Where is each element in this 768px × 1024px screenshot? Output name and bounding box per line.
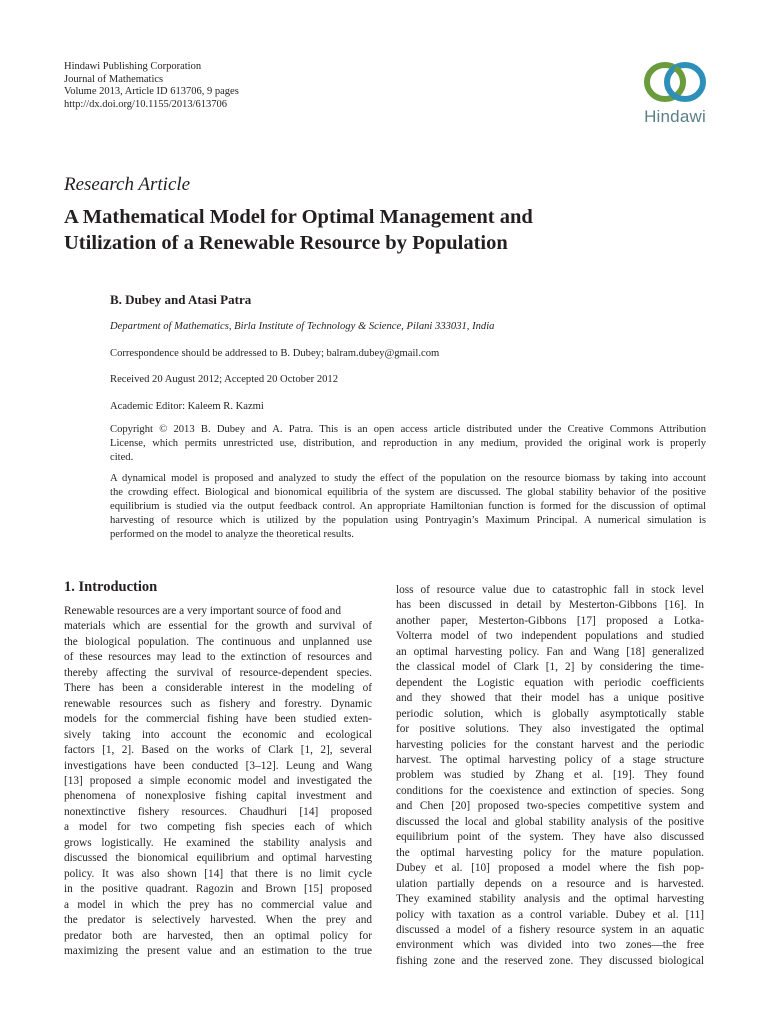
text-line: maximizing the present value and an estimation to the true [64, 944, 372, 957]
right-column-text [396, 583, 704, 969]
text-line: predator both are harvested, then an optimal policy for [64, 929, 372, 942]
volume-info: Volume 2013, Article ID 613706, 9 pages [64, 86, 239, 97]
text-line: discussed the local and global stability analysis of the positive [396, 815, 704, 828]
received-accepted-dates: Received 20 August 2012; Accepted 20 October 2012 [110, 374, 339, 385]
publisher-name: Hindawi Publishing Corporation [64, 61, 202, 72]
abstract-line: the crowding effect. Biological and bionomical equilibria of the system are discussed. The global stability behavior of the positive [110, 487, 706, 498]
title-line: A Mathematical Model for Optimal Management and [64, 206, 533, 228]
text-line: loss of resource value due to catastrophic fall in stock level [396, 584, 704, 596]
text-line: ulation partially depends on a resource and is harvested. [396, 877, 704, 890]
text-line: Renewable resources are a very important source of food and [64, 605, 341, 617]
abstract-line: harvesting of resource which is utilized by the population using Pontryagin’s Maximum Principal. A numerical simulation is [110, 515, 706, 526]
copyright-line: Copyright © 2013 B. Dubey and A. Patra. This is an open access article distributed under the Creative Commons Attribution [110, 424, 706, 435]
text-line: Volterra model of two independent populations and studied [396, 630, 704, 643]
abstract-line: equilibrium is studied via the output feedback control. An appropriate Hamiltonian function is formed for the discussion of optimal [110, 501, 706, 512]
doi-link[interactable]: http://dx.doi.org/10.1155/2013/613706 [64, 98, 228, 110]
text-line: and Chen [20] proposed two-species competitive system and [396, 800, 704, 813]
copyright-line: cited. [110, 452, 134, 463]
journal-name: Journal of Mathematics [64, 73, 164, 85]
hindawi-logo [632, 60, 718, 140]
text-line: dependent the Logistic equation with periodic coefficients [396, 676, 704, 689]
correspondence: Correspondence should be addressed to B. Dubey; balram.dubey@gmail.com [110, 348, 440, 359]
abstract-line: performed on the model to analyze the theoretical results. [110, 529, 354, 540]
text-line: nonextinctive fishery resources. Chaudhuri [14] proposed [64, 805, 372, 818]
logo-wordmark: Hindawi [644, 107, 706, 126]
text-line: policy with taxation as a control variable. Dubey et al. [11] [396, 908, 704, 921]
copyright-notice [110, 423, 706, 465]
text-line: fishing zone and the reserved zone. They discussed biological [396, 954, 704, 967]
text-line: renewable resources such as fishery and forestry. Dynamic [64, 697, 372, 710]
text-line: has been discussed in detail by Mesterton-Gibbons [16]. In [396, 599, 704, 612]
title-line: Utilization of a Renewable Resource by Population [64, 232, 508, 254]
text-line: harvesting policies for the constant harvest and the periodic [396, 738, 704, 751]
text-line: harvest. The optimal harvesting policy of a stage structure [396, 753, 704, 766]
text-line: models for the commercial fishing have been studied exten- [64, 713, 372, 726]
text-line: sively taking into account the economic and ecological [64, 728, 372, 741]
text-line: a model for two competing fish species each of which [64, 821, 372, 834]
text-line: periodic solution, which is globally asymptotically stable [396, 707, 704, 720]
text-line: thereby affecting the survival of resource-dependent species. [64, 666, 372, 679]
text-line: phenomena of nonexplosive fishing capital investment and [64, 790, 372, 803]
journal-header [64, 61, 364, 111]
text-line: equilibrium point of the system. They have also discussed [396, 831, 704, 844]
article-title [64, 204, 704, 256]
text-line: the optimal harvesting policy for the mature population. [396, 846, 704, 859]
text-line: the predator is selectively harvested. When the prey and [64, 914, 372, 927]
text-line: and they showed that their model has a unique positive [396, 692, 704, 705]
authors: B. Dubey and Atasi Patra [110, 292, 252, 307]
text-line: the biological population. The continuous and unplanned use [64, 635, 372, 648]
affiliation: Department of Mathematics, Birla Institute of Technology & Science, Pilani 333031, India [110, 321, 495, 332]
text-line: materials which are essential for the growth and survival of [64, 620, 372, 633]
text-line: problem was studied by Zhang et al. [19]. They found [396, 769, 704, 782]
text-line: the classical model of Clark [1, 2] by considering the time- [396, 661, 704, 674]
text-line: environment which was divided into two zones—the free [396, 939, 704, 952]
text-line: another paper, Mesterton-Gibbons [17] proposed a Lotka- [396, 614, 704, 627]
text-line: There has been a considerable interest in the modeling of [64, 682, 372, 695]
copyright-line: License, which permits unrestricted use, distribution, and reproduction in any medium, provided the original work is properly [110, 438, 706, 449]
article-type: Research Article [64, 174, 191, 195]
abstract [110, 472, 706, 542]
text-line: a model in which the prey has no commercial value and [64, 898, 372, 911]
abstract-line: A dynamical model is proposed and analyzed to study the effect of the population on the resource biomass by taking into account [110, 473, 706, 484]
section-heading: 1. Introduction [64, 579, 158, 595]
text-line: an optimal harvesting policy. Fan and Wang [18] generalized [396, 645, 704, 658]
text-line: policy. It was also shown [14] that there is no limit cycle [64, 867, 372, 880]
text-line: discussed the bionomical equilibrium and optimal harvesting [64, 852, 372, 865]
text-line: conditions for the coexistence and extinction of species. Song [396, 784, 704, 797]
text-line: Dubey et al. [10] proposed a model where the fish pop- [396, 862, 704, 875]
text-line: in the positive quadrant. Ragozin and Brown [15] proposed [64, 883, 372, 896]
text-line: discussed a model of a fishery resource system in an aquatic [396, 923, 704, 936]
text-line: factors [1, 2]. Based on the works of Clark [1, 2], several [64, 744, 372, 757]
academic-editor: Academic Editor: Kaleem R. Kazmi [110, 401, 264, 412]
text-line: investigations have been conducted [3–12]. Leung and Wang [64, 759, 372, 772]
text-line: grows logistically. He examined the stability analysis and [64, 836, 372, 849]
text-line: of these resources may lead to the extinction of resources and [64, 651, 372, 664]
text-line: They examined stability analysis and the optimal harvesting [396, 893, 704, 906]
text-line: for positive solutions. They also investigated the optimal [396, 723, 704, 736]
text-line: [13] proposed a simple economic model and investigated the [64, 774, 372, 787]
left-column-text [64, 604, 372, 959]
hindawi-rings-logo-icon [641, 60, 709, 104]
